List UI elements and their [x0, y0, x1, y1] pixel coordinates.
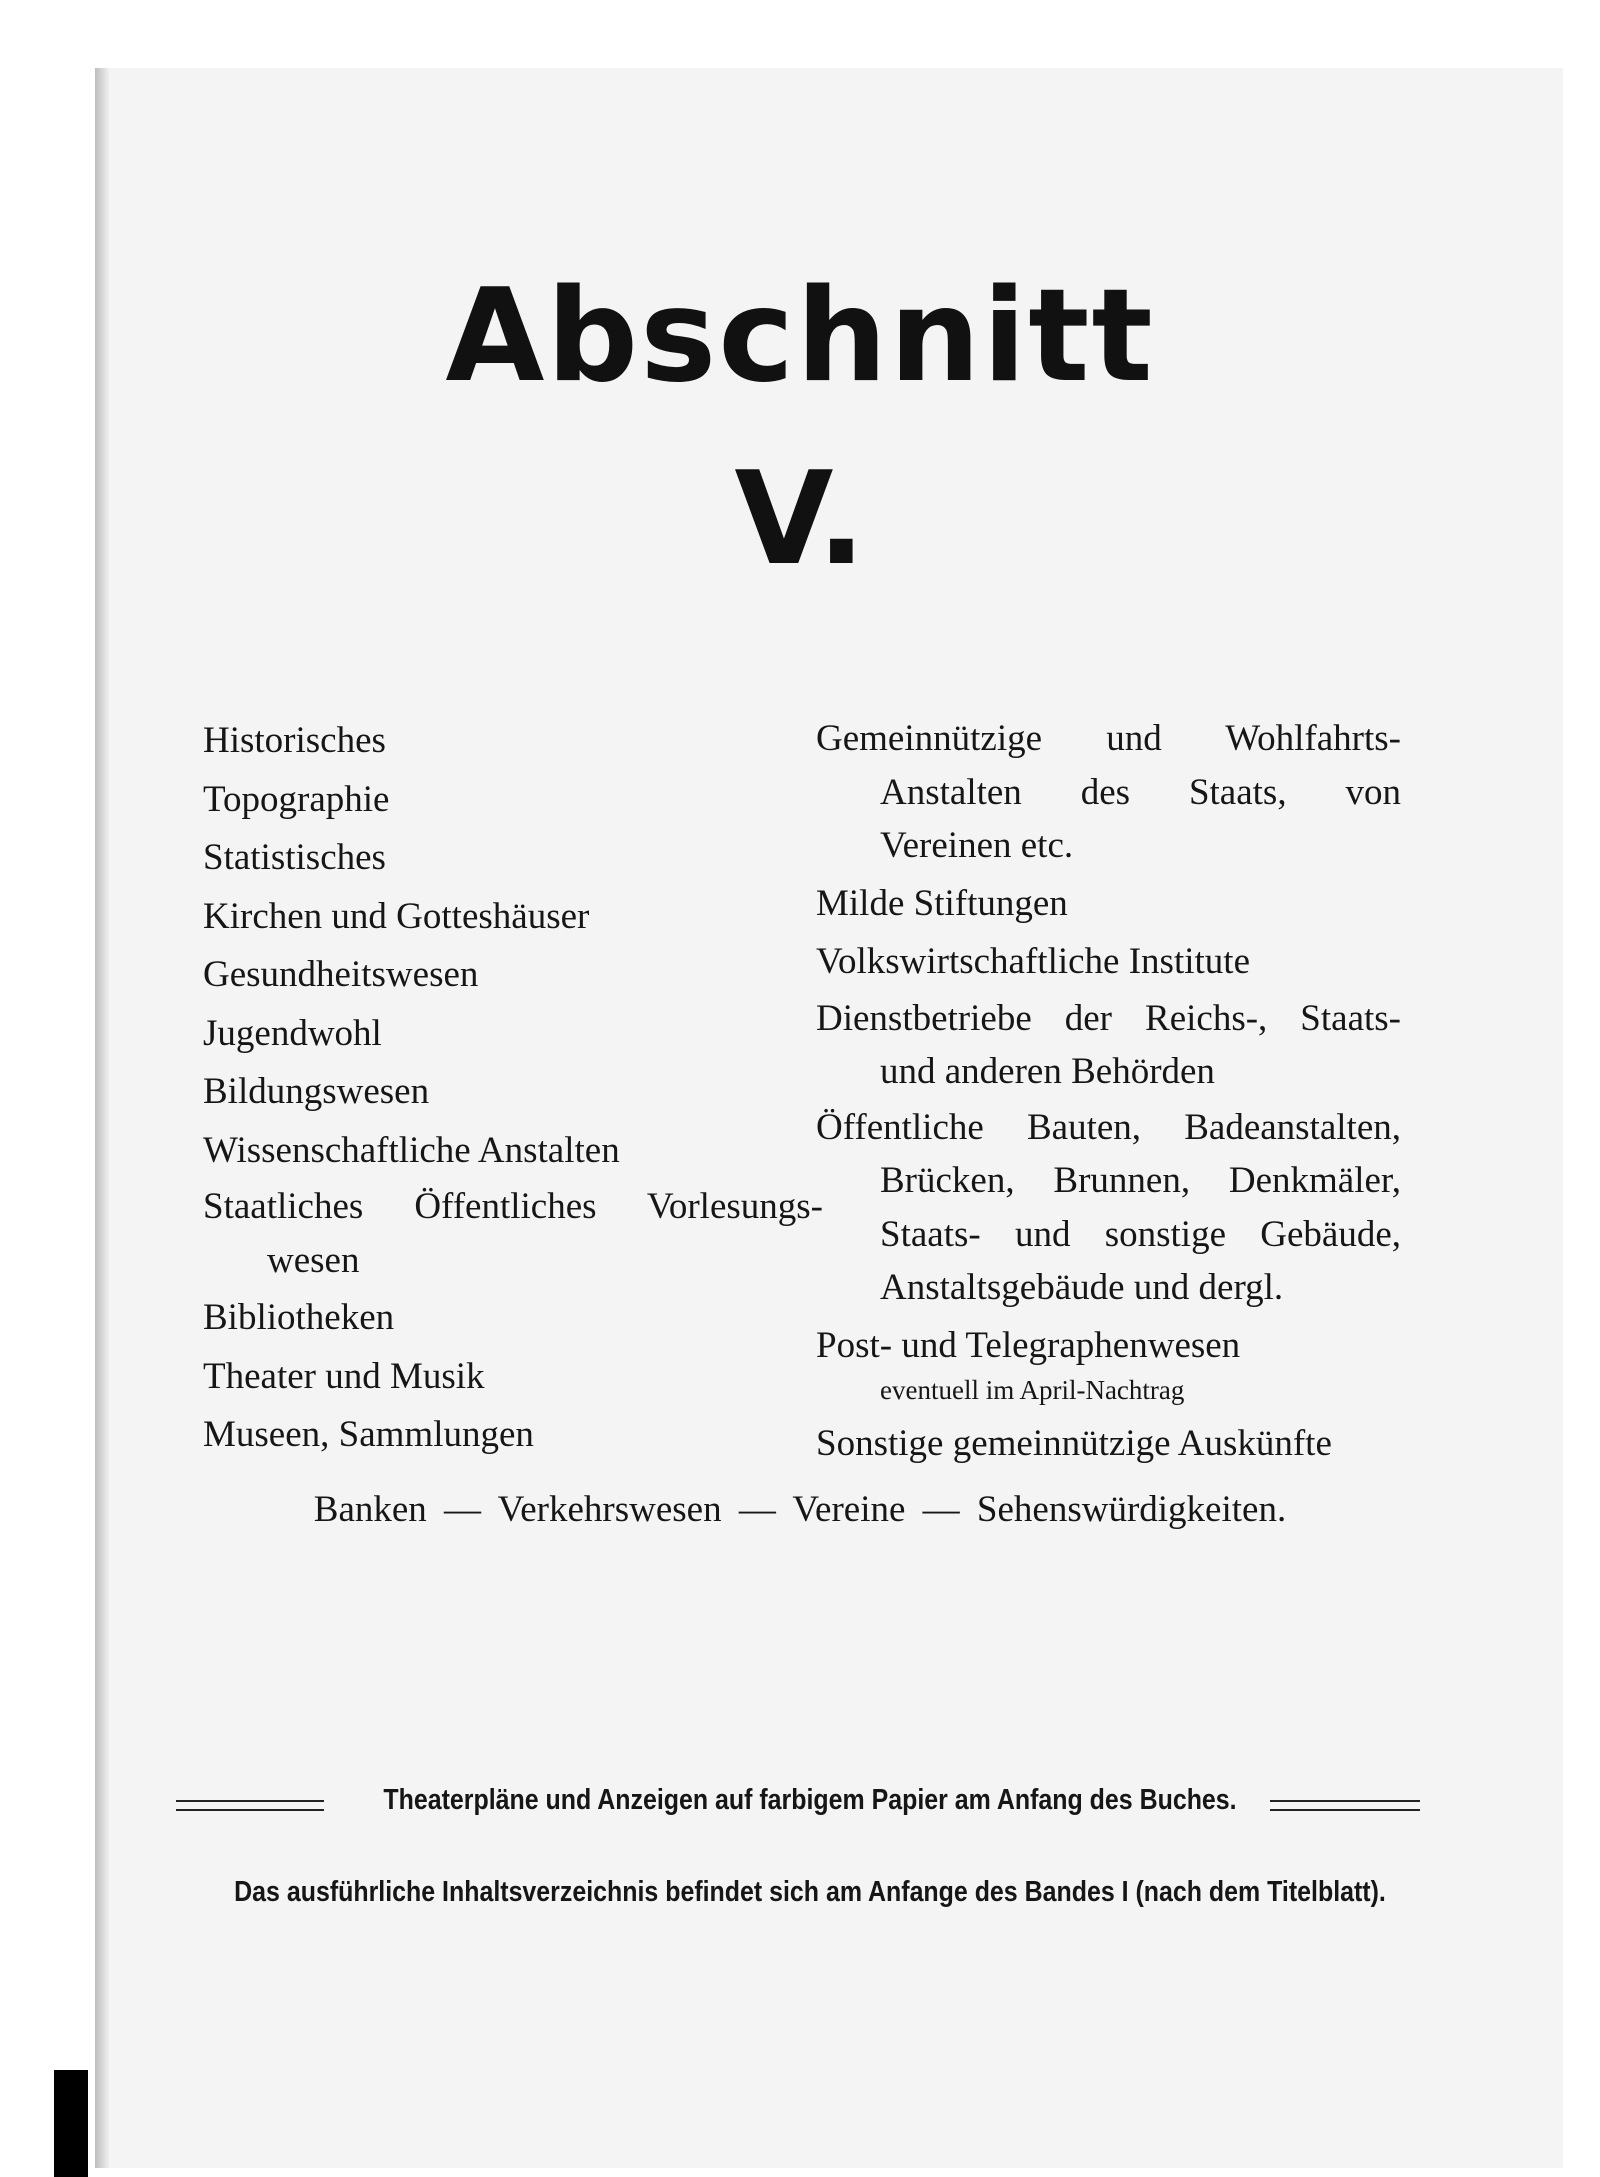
- section-title: Abschnitt: [445, 262, 1155, 411]
- right-topic-2: Milde Stiftungen: [816, 882, 1068, 924]
- right-topic-5-line-3: Staats- und sonstige Gebäude,: [880, 1213, 1401, 1255]
- right-topic-5-line-4: Anstaltsgebäude und dergl.: [880, 1267, 1284, 1308]
- right-topic-5: [816, 1101, 1401, 1315]
- left-topic-3: Statistisches: [203, 837, 386, 878]
- right-topic-1-line-3: Vereinen etc.: [880, 825, 1074, 866]
- left-topic-5: Gesundheitswesen: [203, 954, 479, 995]
- left-topic-10: Bibliotheken: [203, 1297, 395, 1338]
- left-topic-9: [203, 1180, 823, 1287]
- left-topic-6: Jugendwohl: [203, 1012, 382, 1054]
- left-topic-11: Theater und Musik: [203, 1355, 485, 1397]
- table-of-contents-notice: Das ausführliche Inhaltsverzeichnis befindet sich am Anfange des Bandes I (nach dem Titelblatt).: [234, 1876, 1386, 1908]
- left-topic-1: Historisches: [203, 720, 386, 761]
- binding-mark: [54, 2070, 88, 2177]
- right-topic-1: [816, 712, 1401, 873]
- right-topic-4-line-1: Dienstbetriebe der Reichs-, Staats-: [816, 997, 1401, 1039]
- left-topic-list: [203, 712, 823, 1465]
- right-topic-1-line-1: Gemeinnützige und Wohlfahrts-: [816, 718, 1401, 759]
- right-topic-list: [816, 712, 1401, 1474]
- right-topic-3: Volkswirtschaftliche Institute: [816, 941, 1250, 982]
- summary-line: Banken — Verkehrswesen — Vereine — Sehenswürdigkeiten.: [313, 1489, 1287, 1530]
- double-rule-right: [1270, 1800, 1420, 1811]
- right-topic-1-line-2: Anstalten des Staats, von: [880, 771, 1401, 813]
- right-topic-6-note: eventuell im April-Nachtrag: [880, 1375, 1185, 1405]
- left-topic-9-line-1: Staatliches Öffentliches Vorlesungs-: [203, 1186, 823, 1227]
- left-topic-8: Wissenschaftliche Anstalten: [203, 1129, 620, 1171]
- left-topic-12: Museen, Sammlungen: [203, 1414, 534, 1455]
- left-topic-9-line-2: wesen: [267, 1239, 360, 1281]
- right-topic-7: Sonstige gemeinnützige Auskünfte: [816, 1423, 1332, 1464]
- section-numeral: V.: [734, 445, 866, 594]
- right-topic-5-line-2: Brücken, Brunnen, Denkmäler,: [880, 1160, 1401, 1201]
- right-topic-4: [816, 992, 1401, 1099]
- right-topic-4-line-2: und anderen Behörden: [880, 1051, 1215, 1092]
- left-topic-2: Topographie: [203, 778, 390, 820]
- left-topic-7: Bildungswesen: [203, 1071, 430, 1112]
- left-topic-4: Kirchen und Gotteshäuser: [203, 895, 590, 937]
- right-topic-6: Post- und Telegraphenwesen: [816, 1324, 1241, 1366]
- right-topic-5-line-1: Öffentliche Bauten, Badeanstalten,: [816, 1106, 1401, 1148]
- colored-paper-notice: Theaterpläne und Anzeigen auf farbigem Papier am Anfang des Buches.: [383, 1784, 1237, 1816]
